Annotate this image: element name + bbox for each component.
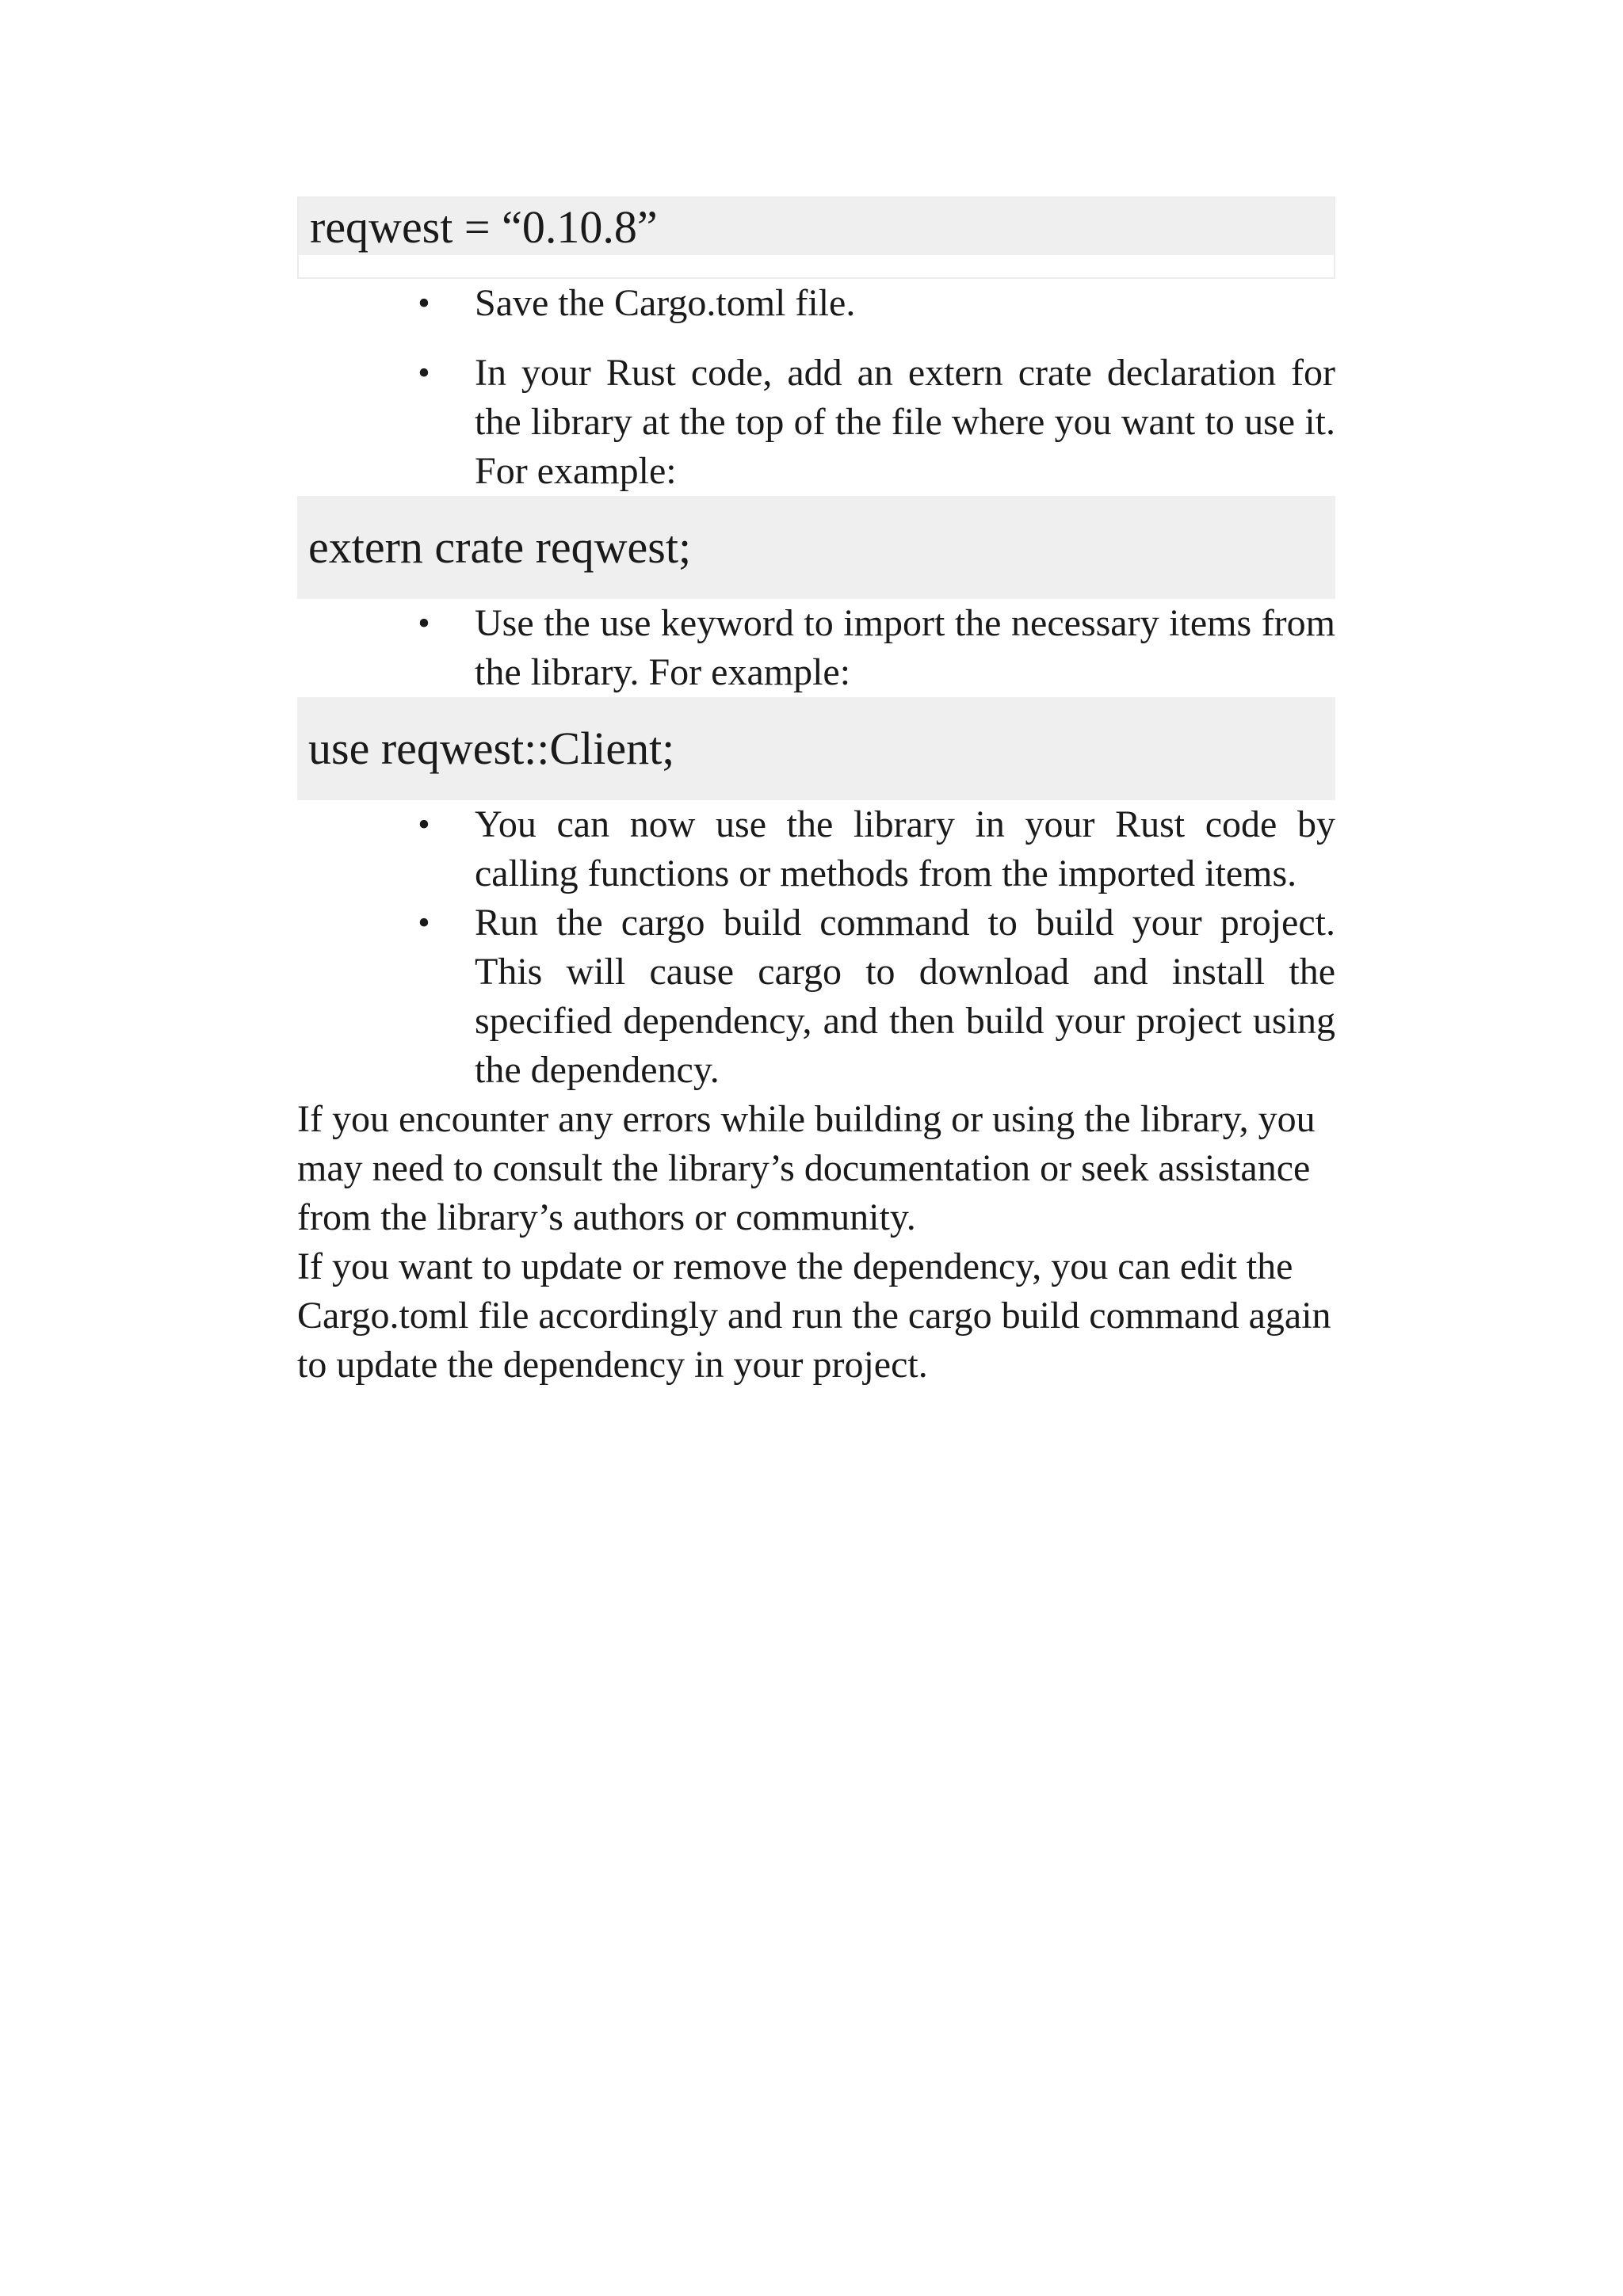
list-item [297,349,1335,496]
bullet-marker: • [418,903,430,942]
bullet-list [297,279,1335,496]
list-item-text: Run the cargo build command to build your project. This will cause cargo to download and install the specified dependency, and then build your project using the dependency. [475,902,1335,1091]
code-block-dependency [297,196,1335,279]
code-text: use reqwest::Client; [308,722,675,774]
paragraph-update: If you want to update or remove the dependency, you can edit the Cargo.toml file accordingly and run the cargo build command again to update the dependency in your project. [297,1245,1331,1386]
list-item [297,800,1335,898]
list-item-text: In your Rust code, add an extern crate declaration for the library at the top of the file where you want to use it. For example: [475,352,1335,492]
bullet-marker: • [418,353,430,392]
code-block-extern-crate [297,496,1335,599]
code-block-use-statement [297,697,1335,800]
bullet-list [297,599,1335,697]
list-item-text: You can now use the library in your Rust code by calling functions or methods from the imported items. [475,803,1335,894]
code-block-underlay [299,255,1334,277]
paragraph-errors: If you encounter any errors while building or using the library, you may need to consult the library’s documentation or seek assistance from the library’s authors or community. [297,1098,1316,1238]
list-item-text: Save the Cargo.toml file. [475,282,856,324]
list-item [297,599,1335,697]
code-text: reqwest = “0.10.8” [310,201,658,253]
bullet-marker: • [418,604,430,643]
code-text: extern crate reqwest; [308,521,692,573]
list-item [297,898,1335,1095]
bullet-marker: • [418,805,430,844]
document-page [297,196,1335,1390]
list-item-text: Use the use keyword to import the necessary items from the library. For example: [475,602,1335,693]
list-item [297,279,1335,328]
bullet-list [297,800,1335,1095]
bullet-marker: • [418,284,430,322]
